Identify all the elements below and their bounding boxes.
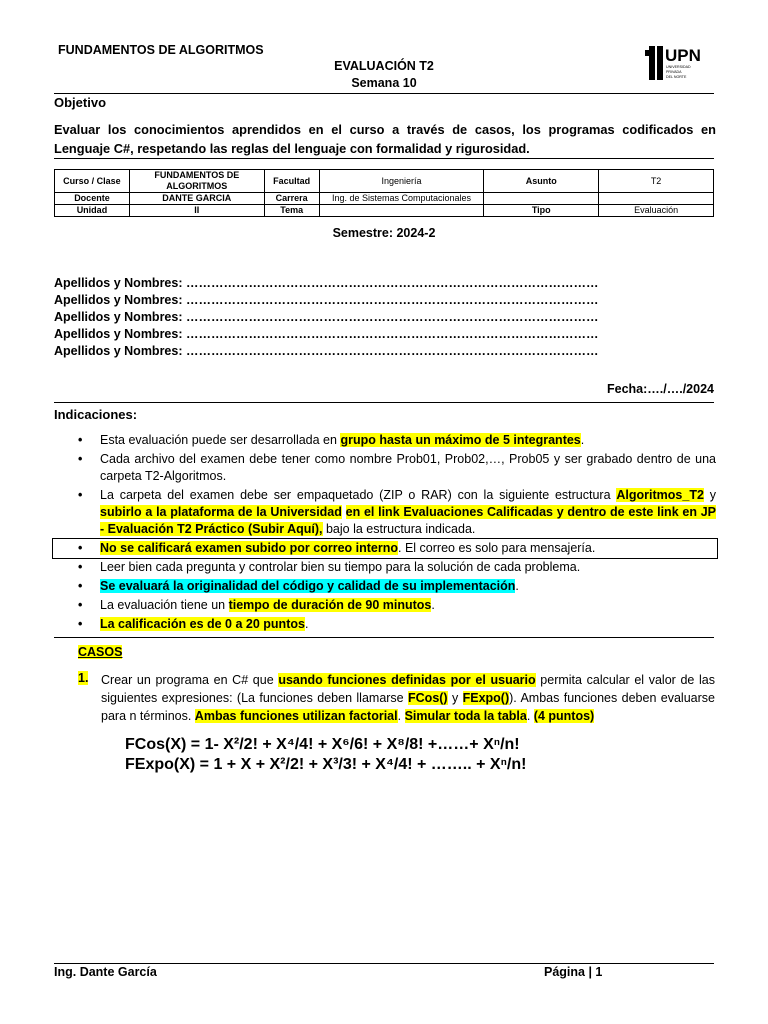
instruction-text: .	[515, 579, 519, 593]
course-info-table	[54, 169, 714, 217]
instruction-text: Esta evaluación puede ser desarrollada en	[100, 433, 341, 447]
highlighted-text: subirlo a la plataforma de la Universidad	[100, 505, 342, 519]
bullet-icon: •	[78, 598, 83, 612]
student-name-line[interactable]: Apellidos y Nombres: ………………………………………………………………………………………	[54, 344, 599, 358]
instructions-divider	[54, 637, 714, 638]
table-row	[55, 205, 714, 217]
case-number: 1.	[78, 671, 89, 685]
semester-label: Semestre: 2024-2	[332, 226, 436, 240]
instructions-list	[54, 432, 716, 635]
cases-heading: CASOS	[78, 645, 123, 659]
table-cell: Unidad	[55, 205, 130, 217]
instruction-text: Leer bien cada pregunta y controlar bien su tiempo para la solución de cada problema.	[100, 560, 581, 574]
highlighted-text: Simular toda la tabla	[404, 709, 527, 723]
table-row	[55, 170, 714, 193]
student-name-line[interactable]: Apellidos y Nombres: ………………………………………………………………………………………	[54, 276, 599, 290]
list-item	[54, 432, 716, 449]
week-label: Semana 10	[351, 76, 417, 90]
case-1-text	[101, 671, 715, 725]
table-cell	[319, 205, 484, 217]
highlighted-text: Ambas funciones utilizan factorial	[194, 709, 398, 723]
highlighted-text: usando funciones definidas por el usuario	[278, 673, 536, 687]
table-cell	[599, 193, 714, 205]
bullet-icon: •	[78, 433, 83, 447]
instruction-text: y	[703, 488, 716, 502]
case-text: y	[447, 691, 463, 705]
table-row	[55, 193, 714, 205]
table-cell: II	[129, 205, 264, 217]
table-cell: Tema	[264, 205, 319, 217]
highlighted-text: tiempo de duración de 90 minutos	[228, 598, 432, 612]
list-item	[54, 487, 716, 538]
case-text: .	[526, 709, 534, 723]
instruction-text: .	[304, 617, 309, 631]
bullet-icon: •	[78, 452, 83, 466]
instruction-text: .	[431, 598, 435, 612]
case-text: ). Ambas funciones deben evaluarse para n términos.	[101, 691, 715, 723]
list-item	[54, 597, 716, 614]
date-field[interactable]: Fecha:…./…./2024	[607, 382, 714, 396]
student-name-line[interactable]: Apellidos y Nombres: ………………………………………………………………………………………	[54, 310, 599, 324]
upload-link-text: en el link Evaluaciones Calificadas y dentro de este link en JP - Evaluación T2 Práctico (Subir Aquí),	[100, 505, 716, 536]
table-cell: Ing. de Sistemas Computacionales	[319, 193, 484, 205]
list-item	[54, 451, 716, 485]
bullet-icon: •	[78, 617, 83, 631]
instruction-text: .	[580, 433, 585, 447]
student-names-block	[54, 275, 598, 360]
highlighted-text: Se evaluará la originalidad del código y calidad de su implementación	[100, 579, 516, 593]
objective-text: Evaluar los conocimientos aprendidos en el curso a través de casos, los programas codificados en Lenguaje C#, respetando las reglas del lenguaje con formalidad y rigurosidad.	[54, 122, 716, 156]
objective-heading: Objetivo	[54, 95, 107, 110]
footer-author: Ing. Dante García	[54, 965, 157, 979]
instruction-text: Cada archivo del examen debe tener como nombre Prob01, Prob02,…, Prob05 y ser grabado dentro de una carpeta T2-Algoritmos.	[100, 452, 716, 483]
student-name-line[interactable]: Apellidos y Nombres: ………………………………………………………………………………………	[54, 327, 599, 341]
fexpo-formula: FExpo(X) = 1 + X + X²/2! + X³/3! + X⁴/4! + …….. + Xⁿ/n!	[125, 756, 527, 773]
instructions-heading: Indicaciones:	[54, 407, 138, 422]
table-cell: Carrera	[264, 193, 319, 205]
list-item	[54, 559, 716, 576]
evaluation-title: EVALUACIÓN T2	[334, 59, 434, 73]
date-divider	[54, 402, 714, 403]
bullet-icon: •	[78, 560, 83, 574]
instruction-text: bajo la estructura indicada.	[322, 522, 476, 536]
table-cell: Asunto	[484, 170, 599, 193]
list-item	[54, 540, 716, 557]
bullet-icon: •	[78, 541, 83, 555]
highlighted-text: La calificación es de 0 a 20 puntos	[100, 617, 305, 631]
highlighted-text: Algoritmos_T2	[616, 488, 704, 502]
page-number: Página | 1	[544, 965, 603, 979]
case-text: .	[397, 709, 405, 723]
table-cell: Tipo	[484, 205, 599, 217]
table-cell: DANTE GARCIA	[129, 193, 264, 205]
objective-divider	[54, 158, 714, 159]
table-cell: Facultad	[264, 170, 319, 193]
fcos-formula: FCos(X) = 1- X²/2! + X⁴/4! + X⁶/6! + X⁸/8! +……+ Xⁿ/n!	[125, 736, 520, 753]
table-cell: Docente	[55, 193, 130, 205]
table-cell: FUNDAMENTOS DE ALGORITMOS	[129, 170, 264, 193]
highlighted-text: grupo hasta un máximo de 5 integrantes	[340, 433, 581, 447]
svg-text:PRIVADA: PRIVADA	[666, 70, 682, 74]
table-cell: T2	[599, 170, 714, 193]
instruction-text: . El correo es solo para mensajería.	[398, 541, 596, 555]
instruction-text: La evaluación tiene un	[100, 598, 229, 612]
highlighted-text: No se calificará examen subido por correo interno	[100, 541, 399, 555]
function-name: FExpo()	[462, 691, 510, 705]
table-cell: Curso / Clase	[55, 170, 130, 193]
table-cell	[484, 193, 599, 205]
instruction-text: La carpeta del examen debe ser empaquetado (ZIP o RAR) con la siguiente estructura	[100, 488, 617, 502]
upn-logo	[645, 44, 707, 84]
points-label: (4 puntos)	[533, 709, 595, 723]
function-name: FCos()	[408, 691, 448, 705]
logo-text: UPN	[665, 46, 701, 65]
course-title: FUNDAMENTOS DE ALGORITMOS	[58, 43, 264, 57]
svg-text:UNIVERSIDAD: UNIVERSIDAD	[666, 65, 691, 69]
student-name-line[interactable]: Apellidos y Nombres: ………………………………………………………………………………………	[54, 293, 599, 307]
list-item	[54, 578, 716, 595]
header-divider	[54, 93, 714, 94]
table-cell: Evaluación	[599, 205, 714, 217]
list-item	[54, 616, 716, 633]
bullet-icon: •	[78, 488, 83, 502]
footer-divider	[54, 963, 714, 964]
case-text: permita calcular el valor de las siguientes expresiones: (La funciones deben llamarse	[101, 673, 716, 705]
bullet-icon: •	[78, 579, 83, 593]
case-text: Crear un programa en C# que	[101, 673, 279, 687]
svg-text:DEL NORTE: DEL NORTE	[666, 75, 687, 79]
table-cell: Ingeniería	[319, 170, 484, 193]
